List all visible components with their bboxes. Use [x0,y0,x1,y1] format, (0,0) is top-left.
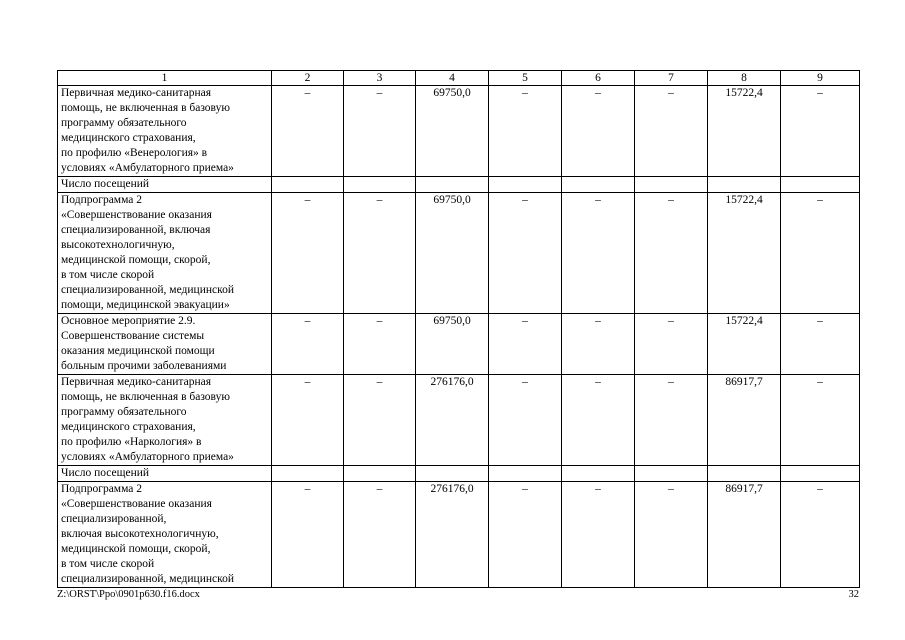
table-cell-col-6 [562,466,635,482]
table-cell-col-3: – [344,375,416,466]
table-cell-col-4: 276176,0 [416,375,489,466]
table-cell-col-8: 86917,7 [708,482,781,588]
row-description: Первичная медико-санитарная помощь, не включенная в базовую программу обязательного медицинского страхования, по профилю «Наркология» в условиях «Амбулаторного приема» [58,375,272,466]
table-cell-col-5: – [489,314,562,375]
row-description: Число посещений [58,466,272,482]
table-row [58,193,860,314]
column-header-4: 4 [416,71,489,86]
header-row [58,71,860,86]
table-cell-col-7 [635,466,708,482]
table-cell-col-8 [708,466,781,482]
table-cell-col-3: – [344,193,416,314]
table-row [58,177,860,193]
row-description: Подпрограмма 2 «Совершенствование оказания специализированной, включая высокотехнологичную, медицинской помощи, скорой, в том числе скорой специализированной, медицинской помощи, медицинской эвакуации» [58,193,272,314]
row-description: Первичная медико-санитарная помощь, не включенная в базовую программу обязательного медицинского страхования, по профилю «Венерология» в условиях «Амбулаторного приема» [58,86,272,177]
table-cell-col-3: – [344,86,416,177]
table-cell-col-4: 69750,0 [416,314,489,375]
table-cell-col-7: – [635,86,708,177]
table-cell-col-7 [635,177,708,193]
table-cell-col-4 [416,466,489,482]
table-cell-col-5 [489,177,562,193]
table-cell-col-8 [708,177,781,193]
table-cell-col-7: – [635,375,708,466]
column-header-7: 7 [635,71,708,86]
table-cell-col-2: – [272,375,344,466]
row-description: Подпрограмма 2 «Совершенствование оказания специализированной, включая высокотехнологичную, медицинской помощи, скорой, в том числе скорой специализированной, медицинской [58,482,272,588]
table-cell-col-2: – [272,86,344,177]
table-cell-col-4: 69750,0 [416,193,489,314]
footer-file-path: Z:\ORST\Ppo\0901p630.f16.docx [57,589,200,600]
column-header-9: 9 [781,71,860,86]
table-cell-col-5: – [489,193,562,314]
table-cell-col-4: 69750,0 [416,86,489,177]
table-body [58,86,860,588]
table-cell-col-6: – [562,482,635,588]
table-cell-col-3 [344,177,416,193]
table-cell-col-8: 15722,4 [708,314,781,375]
table-cell-col-6: – [562,375,635,466]
table-cell-col-9: – [781,86,860,177]
table-cell-col-2 [272,177,344,193]
column-header-2: 2 [272,71,344,86]
table-cell-col-9 [781,177,860,193]
table-cell-col-3: – [344,482,416,588]
budget-table [57,70,860,588]
table-cell-col-5 [489,466,562,482]
table-cell-col-2: – [272,193,344,314]
table-cell-col-3 [344,466,416,482]
table-cell-col-6 [562,177,635,193]
table-cell-col-7: – [635,193,708,314]
table-cell-col-5: – [489,375,562,466]
table-row [58,375,860,466]
table-cell-col-8: 15722,4 [708,86,781,177]
row-description: Число посещений [58,177,272,193]
column-header-5: 5 [489,71,562,86]
table-cell-col-8: 86917,7 [708,375,781,466]
column-header-6: 6 [562,71,635,86]
column-header-1: 1 [58,71,272,86]
table-cell-col-9 [781,466,860,482]
table-cell-col-6: – [562,193,635,314]
column-header-8: 8 [708,71,781,86]
table-cell-col-7: – [635,482,708,588]
table-cell-col-6: – [562,314,635,375]
table-cell-col-4 [416,177,489,193]
table-cell-col-5: – [489,482,562,588]
table-cell-col-6: – [562,86,635,177]
table-cell-col-9: – [781,193,860,314]
column-header-3: 3 [344,71,416,86]
table-cell-col-4: 276176,0 [416,482,489,588]
table-cell-col-2: – [272,482,344,588]
row-description: Основное мероприятие 2.9. Совершенствование системы оказания медицинской помощи больным прочими заболеваниями [58,314,272,375]
table-cell-col-9: – [781,482,860,588]
table-row [58,482,860,588]
table-cell-col-2 [272,466,344,482]
table-cell-col-9: – [781,314,860,375]
table-cell-col-2: – [272,314,344,375]
table-cell-col-3: – [344,314,416,375]
table-cell-col-7: – [635,314,708,375]
table-row [58,86,860,177]
table-cell-col-8: 15722,4 [708,193,781,314]
table-row [58,466,860,482]
footer-page-number: 32 [848,589,859,600]
table-cell-col-5: – [489,86,562,177]
table-cell-col-9: – [781,375,860,466]
table-row [58,314,860,375]
